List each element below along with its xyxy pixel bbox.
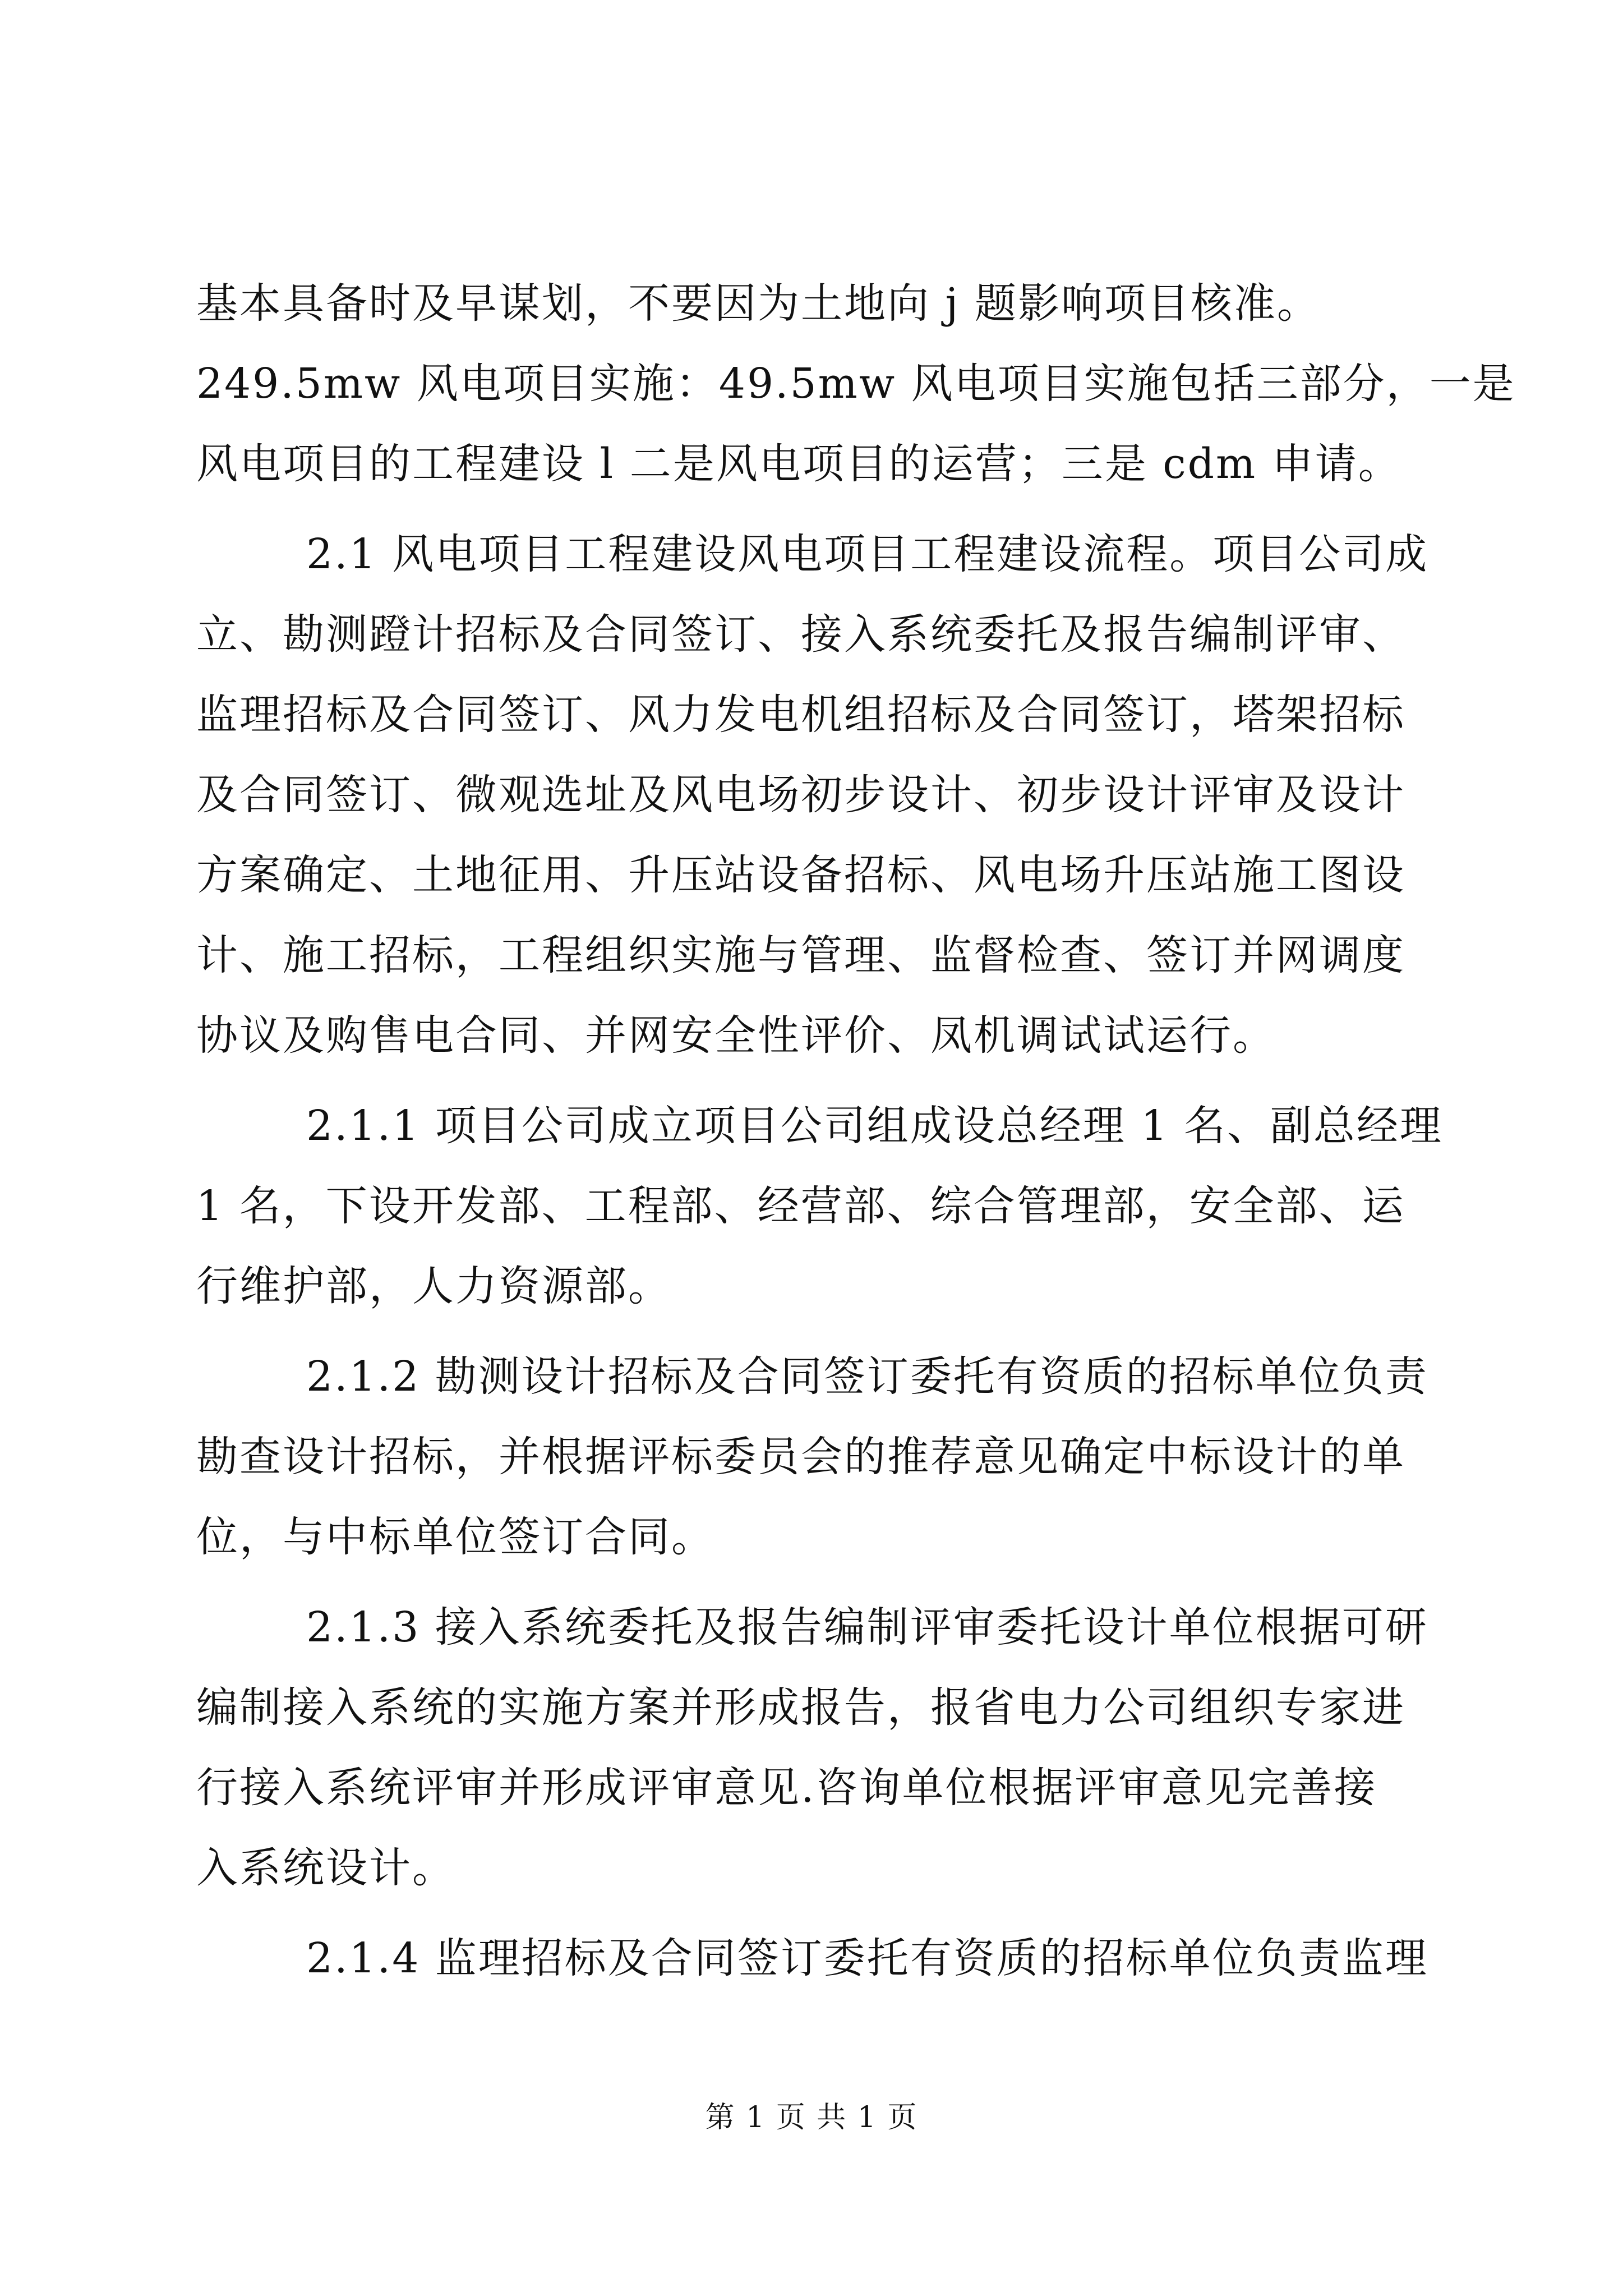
text-line: 行维护部，人力资源部。 [196, 1262, 671, 1310]
text-line: 1 名，下设开发部、工程部、经营部、综合管理部，安全部、运 [196, 1182, 1405, 1230]
text-line: 及合同签订、微观选址及风电场初步设计、初步设计评审及设计 [196, 771, 1405, 819]
section-2-1-1-line: 2.1.1 项目公司成立项目公司组成设总经理 1 名、副总经理 [306, 1102, 1443, 1150]
text-line: 勘查设计招标，并根据评标委员会的推荐意见确定中标设计的单 [196, 1433, 1405, 1481]
section-2-1-3-line: 2.1.3 接入系统委托及报告编制评审委托设计单位根据可研 [306, 1603, 1428, 1651]
text-line: 入系统设计。 [196, 1844, 455, 1892]
text-line: 方案确定、土地征用、升压站设备招标、风电场升压站施工图设 [196, 851, 1405, 899]
text-line: 协议及购售电合同、并网安全性评价、凤机调试试运行。 [196, 1011, 1276, 1060]
text-line: 立、勘测蹬计招标及合同签订、接入系统委托及报告编制评审、 [196, 610, 1405, 659]
section-2-1-2-line: 2.1.2 勘测设计招标及合同签订委托有资质的招标单位负责 [306, 1352, 1428, 1401]
document-body [196, 264, 1516, 1999]
text-line: 位，与中标单位签订合同。 [196, 1513, 714, 1561]
section-2-1-4-line: 2.1.4 监理招标及合同签订委托有资质的招标单位负责监理 [306, 1934, 1428, 1982]
text-line: 监理招标及合同签订、风力发电机组招标及合同签订，塔架招标 [196, 691, 1405, 739]
section-2-1-line: 2.1 风电项目工程建设风电项目工程建设流程。项目公司成 [306, 530, 1429, 578]
text-line: 风电项目的工程建设 l 二是风电项目的运营；三是 cdm 申请。 [196, 440, 1401, 488]
text-line: 编制接入系统的实施方案并形成报告，报省电力公司组织专家进 [196, 1683, 1405, 1732]
text-line: 行接入系统评审并形成评审意见.咨询单位根据评审意见完善接 [196, 1764, 1377, 1812]
text-line: 249.5mw 风电项目实施：49.5mw 风电项目实施包括三部分，一是 [196, 360, 1516, 408]
text-line: 基本具备时及早谋划，不要因为土地向 j 题影响项目核准。 [196, 279, 1320, 328]
page-footer: 第 1 页 共 1 页 [705, 2101, 918, 2134]
text-line: 计、施工招标，工程组织实施与管理、监督检查、签订并网调度 [196, 931, 1405, 979]
